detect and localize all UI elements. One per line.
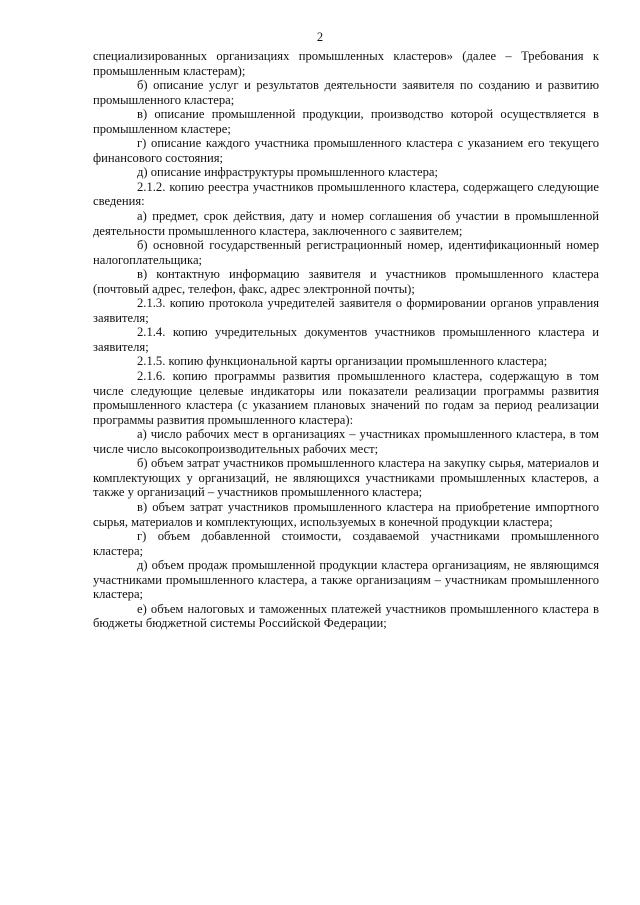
paragraph: а) число рабочих мест в организациях – участниках промышленного кластера, в том числе число высокопроизводительных рабочих мест; xyxy=(93,427,599,456)
paragraph: б) объем затрат участников промышленного кластера на закупку сырья, материалов и комплектующих у организаций, не являющихся участниками промышленных кластеров, а также у организаций – участников промышленного кластера; xyxy=(93,456,599,500)
paragraph: в) контактную информацию заявителя и участников промышленного кластера (почтовый адрес, телефон, факс, адрес электронной почты); xyxy=(93,267,599,296)
paragraph: 2.1.3. копию протокола учредителей заявителя о формировании органов управления заявителя; xyxy=(93,296,599,325)
paragraph: 2.1.5. копию функциональной карты организации промышленного кластера; xyxy=(137,354,548,369)
paragraph: д) объем продаж промышленной продукции кластера организациям, не являющимся участниками промышленного кластера, а также организациям – участникам промышленного кластера; xyxy=(93,558,599,602)
document-body xyxy=(93,49,599,631)
page-number: 2 xyxy=(316,30,324,44)
paragraph: е) объем налоговых и таможенных платежей участников промышленного кластера в бюджеты бюджетной системы Российской Федерации; xyxy=(93,601,599,631)
paragraph: д) описание инфраструктуры промышленного кластера; xyxy=(137,165,439,180)
paragraph: в) объем затрат участников промышленного кластера на приобретение импортного сырья, материалов и комплектующих, используемых в конечной продукции кластера; xyxy=(93,499,599,529)
paragraph: 2.1.6. копию программы развития промышленного кластера, содержащую в том числе следующие целевые индикаторы или показатели реализации программы развития промышленного кластера (с указанием плановых значений по годам за период реализации программы развития промышленного кластера): xyxy=(93,369,599,427)
paragraph: а) предмет, срок действия, дату и номер соглашения об участии в промышленной деятельности промышленного кластера, заключенного с заявителем; xyxy=(93,209,599,238)
paragraph: б) описание услуг и результатов деятельности заявителя по созданию и развитию промышленного кластера; xyxy=(93,78,599,107)
paragraph: б) основной государственный регистрационный номер, идентификационный номер налогоплательщика; xyxy=(93,238,599,267)
paragraph: 2.1.4. копию учредительных документов участников промышленного кластера и заявителя; xyxy=(93,325,599,354)
paragraph: специализированных организациях промышленных кластеров» (далее – Требования к промышленным кластерам); xyxy=(93,49,599,78)
paragraph: г) описание каждого участника промышленного кластера с указанием его текущего финансового состояния; xyxy=(93,136,599,165)
paragraph: г) объем добавленной стоимости, создаваемой участниками промышленного кластера; xyxy=(93,529,599,558)
paragraph: 2.1.2. копию реестра участников промышленного кластера, содержащего следующие сведения: xyxy=(93,179,599,209)
paragraph: в) описание промышленной продукции, производство которой осуществляется в промышленном кластере; xyxy=(93,107,599,136)
